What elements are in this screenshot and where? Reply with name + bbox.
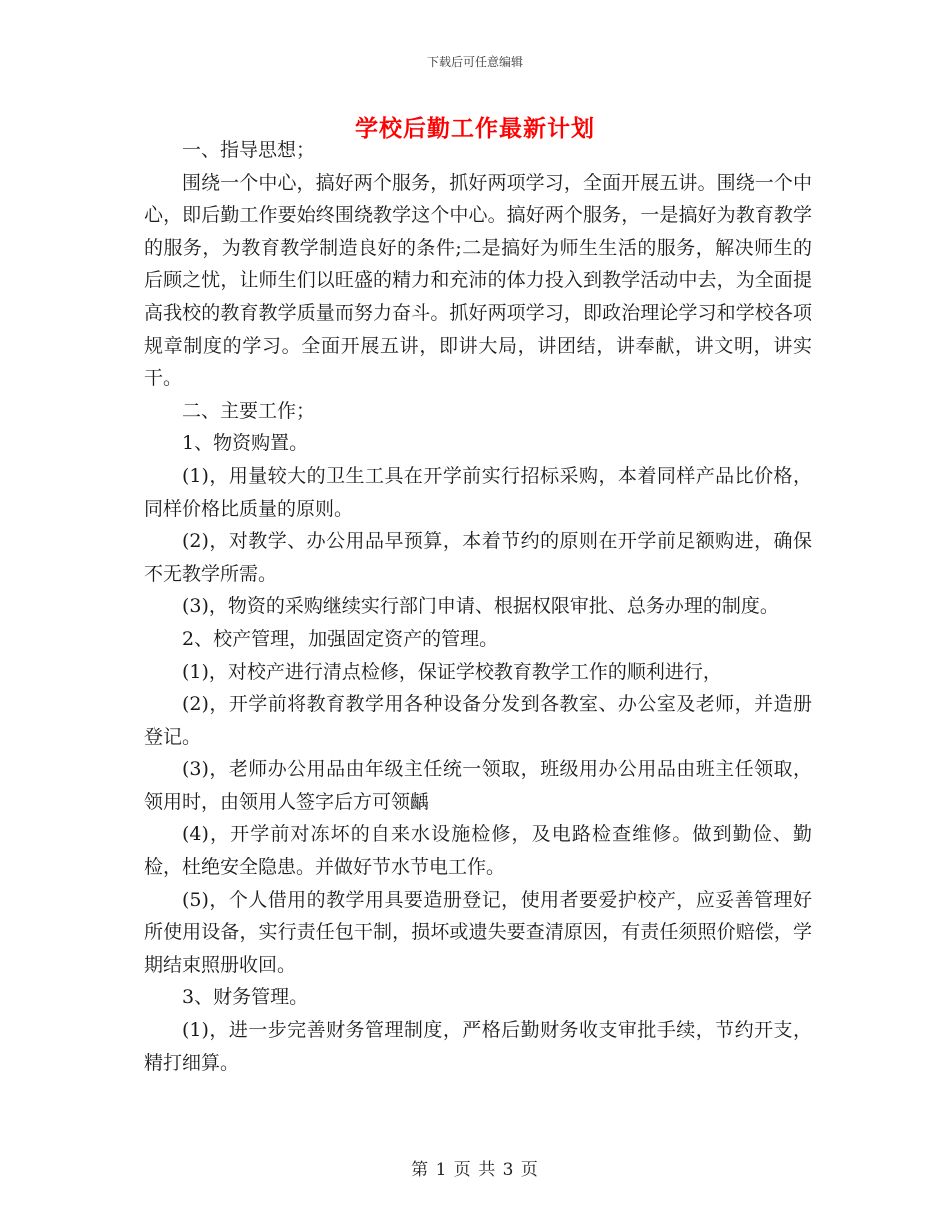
section-heading-guiding-ideology: 一、指导思想； [182, 139, 316, 161]
list-item-asset-3: (3)，老师办公用品由年级主任统一领取，班级用办公用品由班主任领取，领用时，由领用人签字后方可领齲 [144, 758, 812, 813]
list-item-purchase-3: (3)，物资的采购继续实行部门申请、根据权限审批、总务办理的制度。 [182, 595, 779, 618]
list-item-asset-5: (5)，个人借用的教学用具要造册登记，使用者要爱护校产，应妥善管理好所使用设备，实行责任包干制，损坏或遗失要查清原因，有责任须照价赔偿，学期结束照册收回。 [144, 888, 812, 976]
page-number-footer: 第 1 页 共 3 页 [411, 1160, 539, 1180]
subheading-financial-management: 3、财务管理。 [182, 986, 309, 1009]
list-item-asset-4: (4)，开学前对冻坏的自来水设施检修，及电路检查维修。做到勤俭、勤检，杜绝安全隐患。并做好节水节电工作。 [144, 823, 812, 879]
list-item-purchase-1: (1)，用量较大的卫生工具在开学前实行招标采购，本着同样产品比价格，同样价格比质量的原则。 [144, 464, 812, 520]
list-item-asset-1: (1)，对校产进行清点检修，保证学校教育教学工作的顺利进行， [182, 660, 722, 683]
list-item-finance-1: (1)，进一步完善财务管理制度，严格后勤财务收支审批手续，节约开支，精打细算。 [144, 1019, 812, 1074]
subheading-material-purchase: 1、物资购置。 [182, 432, 309, 455]
document-title: 学校后勤工作最新计划 [355, 115, 595, 142]
paragraph-guiding-ideology: 围绕一个中心，搞好两个服务，抓好两项学习，全面开展五讲。围绕一个中心，即后勤工作要始终围绕教学这个中心。搞好两个服务，一是搞好为教育教学的服务，为教育教学制造良好的条件;二是搞好为师生生活的服务，解决师生的后顾之忧，让师生们以旺盛的精力和充沛的体力投入到教学活动中去，为全面提高我校的教育教学质量而努力奋斗。抓好两项学习，即政治理论学习和学校各项规章制度的学习。全面开展五讲，即讲大局，讲团结，讲奉献，讲文明，讲实干。 [144, 171, 812, 390]
list-item-asset-2: (2)，开学前将教育教学用各种设备分发到各教室、办公室及老师，并造册登记。 [144, 693, 812, 748]
list-item-purchase-2: (2)，对教学、办公用品早预算，本着节约的原则在开学前足额购进，确保不无教学所需。 [144, 530, 812, 585]
subheading-asset-management: 2、校产管理，加强固定资产的管理。 [182, 627, 499, 650]
section-heading-main-work: 二、主要工作； [182, 399, 316, 422]
document-body [144, 134, 812, 1079]
page-header-note: 下载后可任意编辑 [426, 55, 523, 69]
